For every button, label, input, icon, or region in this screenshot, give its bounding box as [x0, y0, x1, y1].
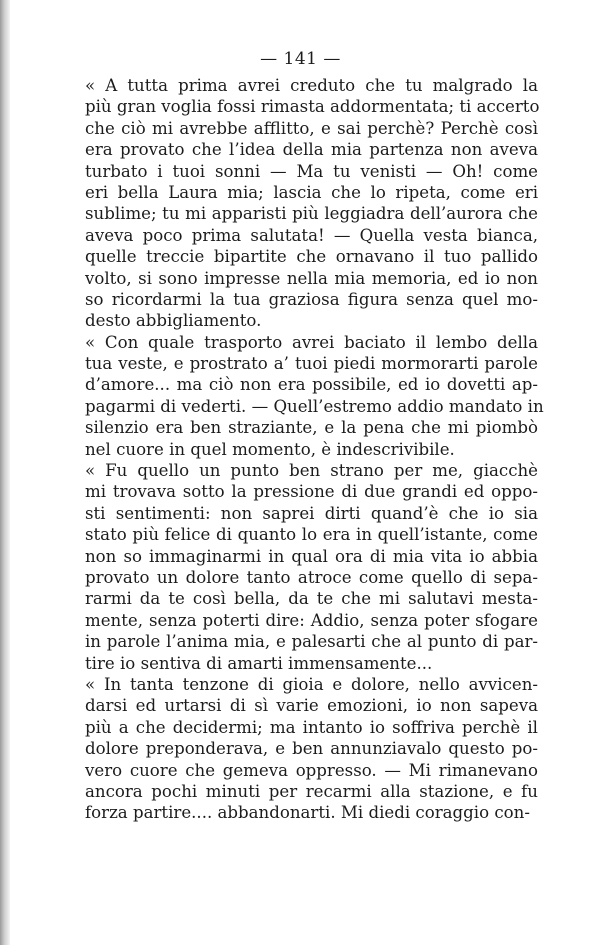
text-line: vero cuore che gemeva oppresso. — Mi rimanevano — [85, 760, 538, 780]
text-line: d’amore... ma ciò non era possibile, ed io dovetti ap- — [85, 375, 538, 395]
text-line: quelle treccie bipartite che ornavano il tuo pallido — [85, 247, 538, 267]
text-line: che ciò mi avrebbe afflitto, e sai perchè? Perchè così — [85, 118, 538, 138]
text-line: darsi ed urtarsi di sì varie emozioni, io non sapeva — [85, 696, 538, 716]
paragraph — [85, 75, 538, 332]
text-line: mente, senza poterti dire: Addio, senza poter sfogare — [85, 610, 538, 630]
text-line: tua veste, e prostrato a’ tuoi piedi mormorarti parole — [85, 354, 538, 374]
text-line: non so immaginarmi in qual ora di mia vita io abbia — [85, 546, 538, 566]
page-number: — 141 — — [260, 49, 341, 69]
text-line: silenzio era ben straziante, e la pena che mi piombò — [85, 418, 538, 438]
text-line: sublime; tu mi apparisti più leggiadra dell’aurora che — [85, 204, 538, 224]
text-line: sti sentimenti: non saprei dirti quand’è che io sia — [85, 503, 538, 523]
text-line: più gran voglia fossi rimasta addormentata; ti accerto — [85, 97, 540, 117]
text-line: « Fu quello un punto ben strano per me, giacchè — [85, 461, 538, 481]
text-line: so ricordarmi la tua graziosa figura senza quel mo- — [85, 289, 538, 309]
text-line: in parole l’anima mia, e palesarti che al punto di par- — [85, 632, 538, 652]
text-line: nel cuore in quel momento, è indescrivibile. — [85, 439, 455, 459]
text-line: turbato i tuoi sonni — Ma tu venisti — Oh! come — [85, 161, 538, 181]
text-line: desto abbigliamento. — [85, 311, 262, 331]
text-line: pagarmi di vederti. — Quell’estremo addio mandato in — [85, 396, 544, 416]
text-line: rarmi da te così bella, da te che mi salutavi mesta- — [85, 589, 538, 609]
text-line: « A tutta prima avrei creduto che tu malgrado la — [85, 76, 538, 95]
paragraph — [85, 460, 538, 674]
text-line: « Con quale trasporto avrei baciato il lembo della — [85, 332, 538, 352]
text-line: era provato che l’idea della mia partenza non aveva — [85, 140, 538, 160]
text-line: ancora pochi minuti per recarmi alla stazione, e fu — [85, 781, 538, 801]
text-line: tire io sentiva di amarti immensamente... — [85, 653, 433, 673]
text-line: forza partire.... abbandonarti. Mi diedi coraggio con- — [85, 803, 530, 823]
paragraph — [85, 674, 538, 824]
text-line: dolore preponderava, e ben annunziavalo questo po- — [85, 739, 538, 759]
paragraph — [85, 332, 544, 460]
text-line: volto, si sono impresse nella mia memoria, ed io non — [85, 268, 538, 288]
text-line: provato un dolore tanto atroce come quello di sepa- — [85, 567, 538, 587]
text-line: aveva poco prima salutata! — Quella vesta bianca, — [85, 225, 538, 245]
text-line: « In tanta tenzone di gioia e dolore, nello avvicen- — [85, 674, 538, 694]
text-line: stato più felice di quanto lo era in quell’istante, come — [85, 525, 538, 545]
text-line: eri bella Laura mia; lascia che lo ripeta, come eri — [85, 182, 538, 202]
text-line: mi trovava sotto la pressione di due grandi ed oppo- — [85, 482, 538, 502]
body-text — [85, 75, 544, 824]
text-line: più a che decidermi; ma intanto io soffriva perchè il — [85, 717, 538, 737]
